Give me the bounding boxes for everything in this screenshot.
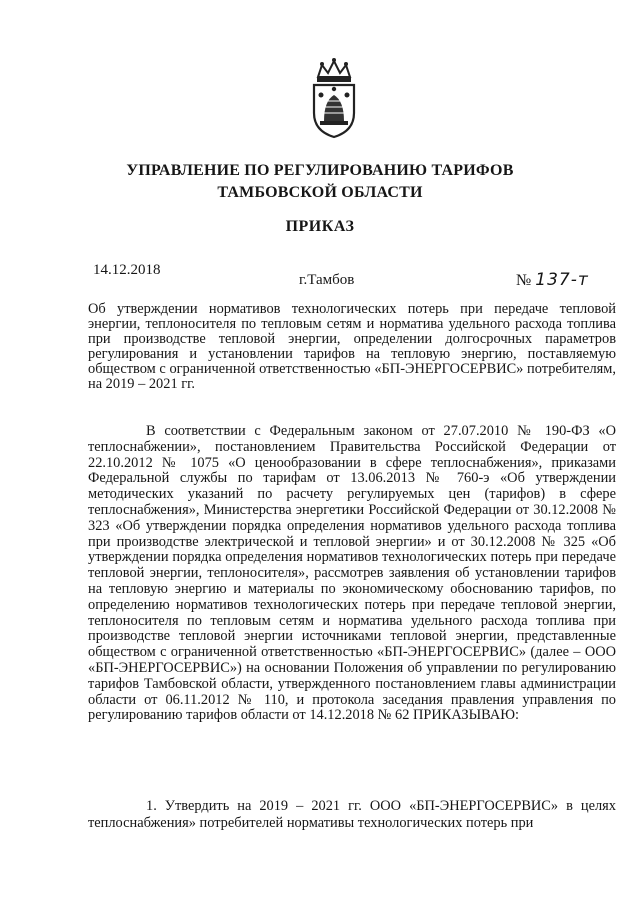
order-date: 14.12.2018 [93, 262, 161, 278]
order-number-value: 137-т [535, 270, 589, 290]
order-preamble: В соответствии с Федеральным законом от 27.07.2010 № 190-ФЗ «О теплоснабжении», постановлением Правительства Российской Федерации от 22.10.2012 № 1075 «О ценообразовании в сфере теплоснабжения», приказами Федеральной службы по тарифам от 13.06.2013 № 760-э «Об утверждении методических указаний по расчету регулируемых цен (тарифов) в сфере теплоснабжения», Министерства энергетики Российской Федерации от 30.12.2008 № 323 «Об утверждении порядка определения нормативов удельного расхода топлива при производстве электрической и тепловой энергии» и от 30.12.2008 № 325 «Об утверждении порядка определения нормативов технологических потерь при передаче тепловой энергии, теплоносителя», рассмотрев заявления об установлении тарифов на тепловую энергию и материалы по экономическому обоснованию тарифов, по определению нормативов технологических потерь при передаче тепловой энергии, теплоносителя по тепловым сетям и норматива удельного расхода топлива при производстве тепловой энергии источниками тепловой энергии, представленные обществом с ограниченной ответственностью «БП-ЭНЕРГОСЕРВИС» (далее – ООО «БП-ЭНЕРГОСЕРВИС») на основании Положения об управлении по регулированию тарифов Тамбовской области, утвержденного постановлением главы администрации области от 06.11.2012 № 110, и протокола заседания правления управления по регулированию тарифов области от 14.12.2018 № 62 ПРИКАЗЫВАЮ: [88, 423, 616, 724]
org-title-line1: УПРАВЛЕНИЕ ПО РЕГУЛИРОВАНИЮ ТАРИФОВ [126, 162, 514, 179]
order-number-prefix: № [516, 272, 532, 289]
org-title-line2: ТАМБОВСКОЙ ОБЛАСТИ [217, 184, 423, 201]
order-item-1: 1. Утвердить на 2019 – 2021 гг. ООО «БП-ЭНЕРГОСЕРВИС» в целях теплоснабжения» потребителей нормативы технологических потерь при [88, 798, 616, 831]
order-number [516, 270, 589, 290]
document-type: ПРИКАЗ [285, 218, 355, 235]
order-subject: Об утверждении нормативов технологических потерь при передаче тепловой энергии, теплоносителя по тепловым сетям и норматива удельного расхода топлива при производстве тепловой энергии, определении долгосрочных параметров регулирования и установлении тарифов на тепловую энергию, поставляемую обществом с ограниченной ответственностью «БП-ЭНЕРГОСЕРВИС» потребителям, на 2019 – 2021 гг. [88, 301, 616, 392]
order-city: г.Тамбов [299, 272, 355, 288]
coat-of-arms-icon [306, 55, 362, 139]
